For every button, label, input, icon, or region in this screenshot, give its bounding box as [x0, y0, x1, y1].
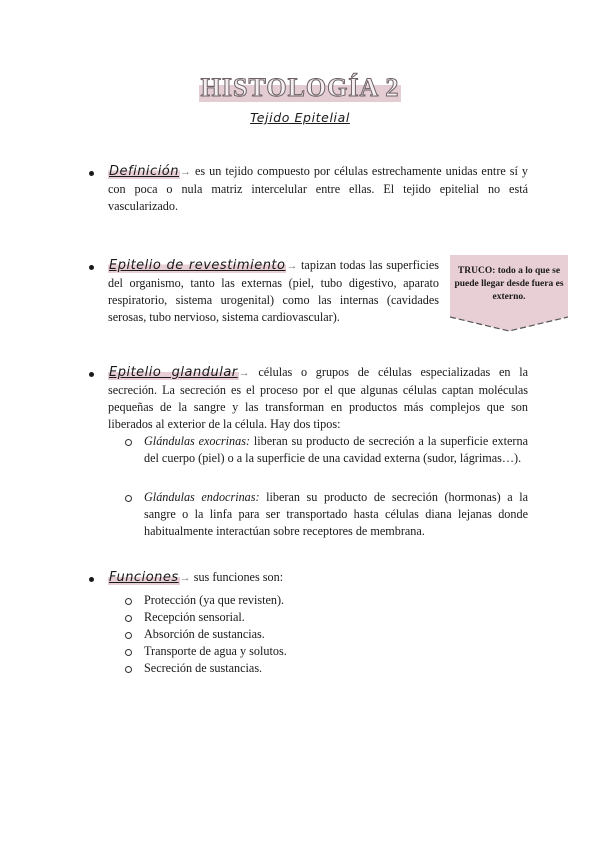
gland-type-name: Glándulas endocrinas: — [144, 490, 260, 504]
section-text: sus funciones son: — [190, 570, 284, 584]
list-item-text: Recepción sensorial. — [144, 610, 245, 624]
gland-type-text: liberan su producto de secreción (hormonas) a la sangre o la linfa para ser transportado hasta células diana lejanas donde habitualmente interactúan sobre receptores de membrana. — [144, 490, 528, 538]
funciones-list — [108, 592, 528, 677]
arrow-icon: → — [180, 166, 191, 178]
list-item — [108, 660, 528, 677]
gland-types-list — [108, 433, 528, 540]
section-revestimiento — [108, 257, 439, 326]
bullet — [89, 577, 94, 582]
section-heading: Definición — [109, 164, 179, 179]
arrow-icon: → — [238, 367, 250, 379]
section-heading: Epitelio de revestimiento — [109, 258, 286, 273]
page-subtitle: Tejido Epitelial — [250, 110, 350, 125]
section-heading: Funciones — [109, 570, 179, 585]
list-item — [108, 643, 528, 660]
section-funciones — [108, 569, 528, 677]
list-item — [108, 489, 528, 540]
list-item — [108, 592, 528, 609]
section-definicion — [108, 163, 528, 215]
section-text: tapizan todas las superficies del organismo, tanto las externas (piel, tubo digestivo, aparato respiratorio, sistema urogenital) como las internas (cavidades serosas, tubo nervioso, sistema cardiovascular). — [108, 258, 439, 324]
bullet — [89, 171, 94, 176]
gland-type-name: Glándulas exocrinas: — [144, 434, 251, 448]
circle-bullet-icon — [125, 615, 132, 622]
circle-bullet-icon — [125, 632, 132, 639]
bullet — [89, 372, 94, 377]
page-title: HISTOLOGÍA 2 — [200, 73, 400, 102]
gland-type-text: liberan su producto de secreción a la superficie externa del cuerpo (piel) o a la superficie de una cavidad externa (sudor, lágrimas…). — [144, 434, 528, 465]
page-title-wrap — [0, 74, 600, 102]
truco-callout — [450, 255, 568, 333]
section-text: células o grupos de células especializadas en la secreción. La secreción es el proceso por el que algunas células captan moléculas pequeñas de la sangre y las transforman en productos más complejos que son liberados al exterior de la célula. Hay dos tipos: — [108, 365, 528, 431]
circle-bullet-icon — [125, 439, 132, 446]
list-item — [108, 626, 528, 643]
list-item-text: Transporte de agua y solutos. — [144, 644, 287, 658]
list-item — [108, 433, 528, 467]
circle-bullet-icon — [125, 666, 132, 673]
list-item-text: Secreción de sustancias. — [144, 661, 263, 675]
arrow-icon: → — [179, 572, 191, 584]
list-item-text: Absorción de sustancias. — [144, 627, 265, 641]
section-glandular — [108, 364, 528, 540]
circle-bullet-icon — [125, 495, 132, 502]
circle-bullet-icon — [125, 649, 132, 656]
circle-bullet-icon — [125, 598, 132, 605]
arrow-icon: → — [286, 260, 298, 272]
bullet — [89, 265, 94, 270]
list-item — [108, 609, 528, 626]
callout-text: TRUCO: todo a lo que se puede llegar desde fuera es externo. — [454, 266, 564, 302]
section-text: es un tejido compuesto por células estrechamente unidas entre sí y con poca o nula matriz intercelular entre ellas. El tejido epitelial no está vascularizado. — [108, 164, 528, 213]
section-heading: Epitelio glandular — [109, 365, 238, 380]
list-item-text: Protección (ya que revisten). — [144, 593, 285, 607]
